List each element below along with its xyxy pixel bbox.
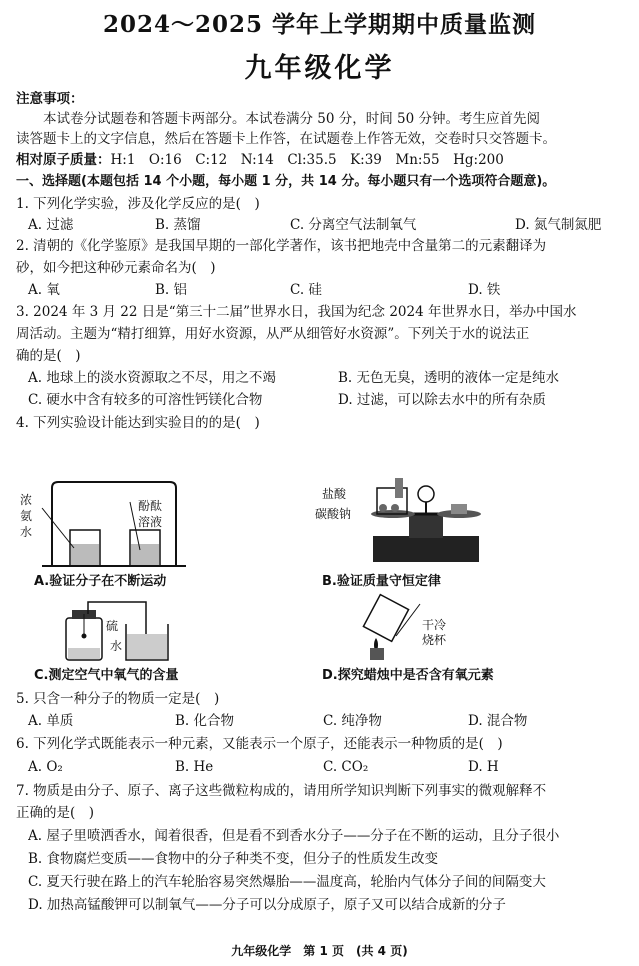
figure-d-label <box>422 618 446 648</box>
figure-a-diagram <box>30 478 190 570</box>
q6-option-a[interactable]: A. O₂ <box>28 759 63 775</box>
q2-option-a[interactable]: A. 氧 <box>28 282 60 298</box>
figure-a-right-label <box>138 498 162 530</box>
q3-option-b[interactable]: B. 无色无臭，透明的液体一定是纯水 <box>338 370 560 386</box>
figure-c-label-water: 水 <box>110 639 123 653</box>
figure-c-label-sulfur: 硫 <box>106 619 119 633</box>
q1-options <box>28 215 628 235</box>
q4-stem: 4. 下列实验设计能达到实验目的的是( ) <box>16 415 260 431</box>
figure-c-diagram <box>60 600 190 662</box>
q7-stem-1: 7. 物质是由分子、原子、离子这些微粒构成的，请用所学知识判断下列事实的微观解释不 <box>16 783 547 799</box>
figure-b-caption: B.验证质量守恒定律 <box>322 574 441 589</box>
q1-option-d[interactable]: D. 氮气制氮肥 <box>515 217 602 233</box>
q3-stem-2: 周活动。主题为“精打细算，用好水资源，从严从细管好水资源”。下列关于水的说法正 <box>16 326 530 342</box>
figure-b-label-carbonate: 碳酸钠 <box>315 507 352 521</box>
q2-option-b[interactable]: B. 铝 <box>155 282 188 298</box>
q3-option-c[interactable]: C. 硬水中含有较多的可溶性钙镁化合物 <box>28 392 263 408</box>
figure-b-label-acid: 盐酸 <box>322 487 347 501</box>
q3-options-row-2 <box>28 390 628 410</box>
exam-subtitle: 九年级化学 <box>244 53 395 84</box>
q5-stem: 5. 只含一种分子的物质一定是( ) <box>16 691 220 707</box>
q2-options <box>28 280 628 300</box>
figure-a-left-label-3: 水 <box>20 525 33 539</box>
q3-stem-1: 3. 2024 年 3 月 22 日是“第三十二届”世界水日，我国为纪念 2024 年世界水日，举办中国水 <box>16 304 577 320</box>
figure-a-caption: A.验证分子在不断运动 <box>34 574 167 589</box>
q6-option-d[interactable]: D. H <box>468 759 499 775</box>
q3-option-a[interactable]: A. 地球上的淡水资源取之不尽，用之不竭 <box>28 370 276 386</box>
q2-option-c[interactable]: C. 硅 <box>290 282 322 298</box>
q5-option-c[interactable]: C. 纯净物 <box>323 713 382 729</box>
exam-title: 2024～2025 学年上学期期中质量监测 <box>102 11 537 38</box>
q6-option-b[interactable]: B. He <box>175 759 214 775</box>
figure-a-left-label-1: 浓 <box>20 493 33 507</box>
figure-c-caption: C.测定空气中氧气的含量 <box>34 668 179 683</box>
q5-option-d[interactable]: D. 混合物 <box>468 713 528 729</box>
q6-option-c[interactable]: C. CO₂ <box>323 759 369 775</box>
q3-stem-3: 确的是( ) <box>16 348 81 364</box>
atomic-mass-values: H:1 O:16 C:12 N:14 Cl:35.5 K:39 Mn:55 Hg:200 <box>110 152 504 168</box>
q6-stem: 6. 下列化学式既能表示一种元素，又能表示一个原子，还能表示一种物质的是( ) <box>16 736 503 752</box>
q2-stem-2: 砂，如今把这种砂元素命名为( ) <box>16 260 216 276</box>
figure-a-left-label-2: 氨 <box>20 509 33 523</box>
q6-options <box>28 757 628 777</box>
figure-a-right-label-2: 溶液 <box>138 515 163 529</box>
q5-option-b[interactable]: B. 化合物 <box>175 713 235 729</box>
q7-option-a[interactable]: A. 屋子里喷洒香水，闻着很香，但是看不到香水分子——分子在不断的运动，且分子很小 <box>28 828 560 844</box>
figure-d-label-2: 烧杯 <box>422 633 447 647</box>
figure-d-label-1: 干冷 <box>422 618 447 632</box>
q3-option-d[interactable]: D. 过滤，可以除去水中的所有杂质 <box>338 392 546 408</box>
figure-d-caption: D.探究蜡烛中是否含有氧元素 <box>322 668 494 683</box>
q7-stem-2: 正确的是( ) <box>16 805 95 821</box>
q2-stem-1: 2. 清朝的《化学鉴原》是我国早期的一部化学著作，该书把地壳中含量第二的元素翻译为 <box>16 238 547 254</box>
q7-option-c[interactable]: C. 夏天行驶在路上的汽车轮胎容易突然爆胎——温度高，轮胎内气体分子间的间隔变大 <box>28 874 546 890</box>
q3-options-row-1 <box>28 368 628 388</box>
atomic-mass-label: 相对原子质量： <box>16 152 111 168</box>
figure-a-right-label-1: 酚酞 <box>138 499 163 513</box>
atomic-mass-row <box>16 150 626 170</box>
q1-option-a[interactable]: A. 过滤 <box>28 217 74 233</box>
figure-b-diagram <box>365 474 487 566</box>
q7-option-b[interactable]: B. 食物腐烂变质——食物中的分子种类不变，但分子的性质发生改变 <box>28 851 439 867</box>
section-1-heading: 一、选择题(本题包括 14 个小题，每小题 1 分，共 14 分。每小题只有一个选项符合题意)。 <box>16 174 556 189</box>
figure-a-left-label <box>20 492 32 540</box>
q5-options <box>28 711 628 731</box>
notice-line-1: 本试卷分试题卷和答题卡两部分。本试卷满分 50 分，时间 50 分钟。考生应首先阅 <box>43 111 541 127</box>
q2-option-d[interactable]: D. 铁 <box>468 282 501 298</box>
q7-option-d[interactable]: D. 加热高锰酸钾可以制氧气——分子可以分成原子，原子又可以结合成新的分子 <box>28 897 506 913</box>
q1-option-c[interactable]: C. 分离空气法制氧气 <box>290 217 417 233</box>
notice-heading: 注意事项： <box>16 91 84 107</box>
notice-line-2: 读答题卡上的文字信息，然后在答题卡上作答，在试题卷上作答无效，交卷时只交答题卡。 <box>16 131 556 147</box>
page-footer: 九年级化学 第 1 页 (共 4 页) <box>231 944 408 958</box>
q1-option-b[interactable]: B. 蒸馏 <box>155 217 201 233</box>
q1-stem: 1. 下列化学实验，涉及化学反应的是( ) <box>16 196 260 212</box>
q5-option-a[interactable]: A. 单质 <box>28 713 74 729</box>
